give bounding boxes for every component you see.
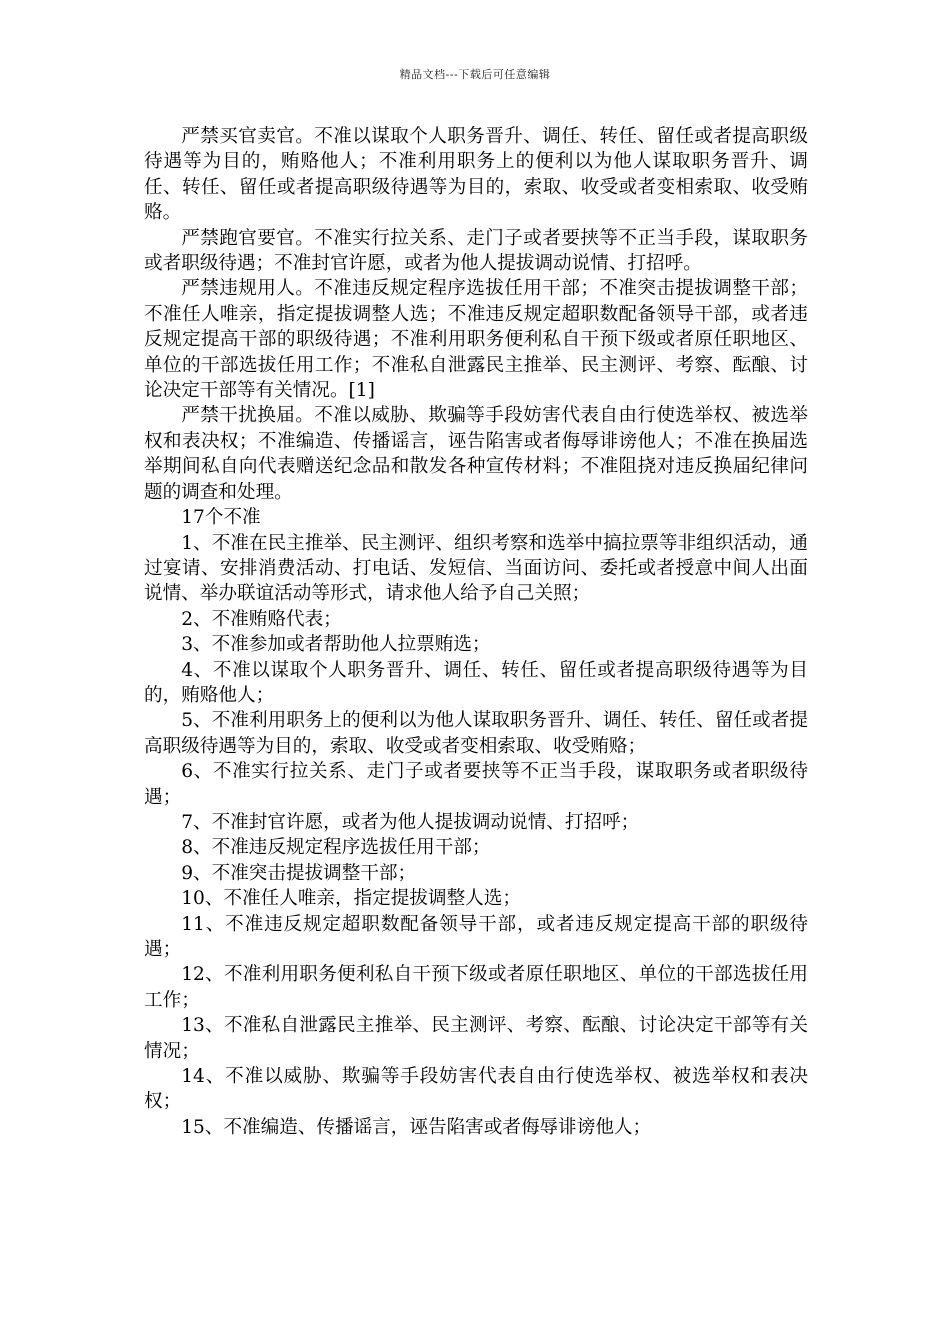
- list-item: 5、不准利用职务上的便利以为他人谋取职务晋升、调任、转任、留任或者提高职级待遇等为目的，索取、收受或者变相索取、收受贿赂；: [144, 710, 808, 757]
- list-item: 9、不准突击提拔调整干部；: [181, 862, 417, 884]
- paragraph-ban-election-interference: 严禁干扰换届。不准以威胁、欺骗等手段妨害代表自由行使选举权、被选举权和表决权；不准编造、传播谣言，诬告陷害或者侮辱诽谤他人；不准在换届选举期间私自向代表赠送纪念品和散发各种宣传材料；不准阻挠对违反换届纪律问题的调查和处理。: [144, 405, 808, 503]
- list-item: 14、不准以威胁、欺骗等手段妨害代表自由行使选举权、被选举权和表决权；: [144, 1066, 808, 1113]
- document-body: [144, 124, 808, 1140]
- section-heading-17-rules: 17个不准: [181, 507, 261, 529]
- list-item: 15、不准编造、传播谣言，诬告陷害或者侮辱诽谤他人；: [181, 1116, 652, 1138]
- paragraph-ban-seeking-positions: 严禁跑官要官。不准实行拉关系、走门子或者要挟等不正当手段，谋取职务或者职级待遇；不准封官许愿，或者为他人提拔调动说情、打招呼。: [144, 227, 808, 275]
- list-item: 1、不准在民主推举、民主测评、组织考察和选举中搞拉票等非组织活动，通过宴请、安排消费活动、打电话、发短信、当面访问、委托或者授意中间人出面说情、举办联谊活动等形式，请求他人给予自己关照；: [144, 532, 808, 605]
- list-item: 4、不准以谋取个人职务晋升、调任、转任、留任或者提高职级待遇等为目的，贿赂他人；: [144, 659, 808, 706]
- list-item: 10、不准任人唯亲，指定提拔调整人选；: [181, 888, 521, 910]
- paragraph-ban-irregular-appointments: 严禁违规用人。不准违反规定程序选拔任用干部；不准突击提拔调整干部；不准任人唯亲，指定提拔调整人选；不准违反规定超职数配备领导干部，或者违反规定提高干部的职级待遇；不准利用职务便利私自干预下级或者原任职地区、单位的干部选拔任用工作；不准私自泄露民主推举、民主测评、考察、酝酿、讨论决定干部等有关情况。[1]: [144, 278, 808, 402]
- list-item: 12、不准利用职务便利私自干预下级或者原任职地区、单位的干部选拔任用工作；: [144, 964, 808, 1011]
- list-item: 7、不准封官许愿，或者为他人提拔调动说情、打招呼；: [181, 811, 640, 833]
- list-item: 8、不准违反规定程序选拔任用干部；: [181, 837, 491, 859]
- list-item: 2、不准贿赂代表；: [181, 608, 342, 630]
- paragraph-ban-buying-positions: 严禁买官卖官。不准以谋取个人职务晋升、调任、转任、留任或者提高职级待遇等为目的，贿赂他人；不准利用职务上的便利以为他人谋取职务晋升、调任、转任、留任或者提高职级待遇等为目的，索取、收受或者变相索取、收受贿赂。: [144, 126, 808, 224]
- list-item: 11、不准违反规定超职数配备领导干部，或者违反规定提高干部的职级待遇；: [144, 913, 808, 960]
- page-header-note: 精品文档---下载后可任意编辑: [399, 68, 551, 81]
- list-item: 6、不准实行拉关系、走门子或者要挟等不正当手段，谋取职务或者职级待遇；: [144, 761, 808, 808]
- list-item: 13、不准私自泄露民主推举、民主测评、考察、酝酿、讨论决定干部等有关情况；: [144, 1015, 808, 1062]
- list-item: 3、不准参加或者帮助他人拉票贿选；: [181, 634, 491, 656]
